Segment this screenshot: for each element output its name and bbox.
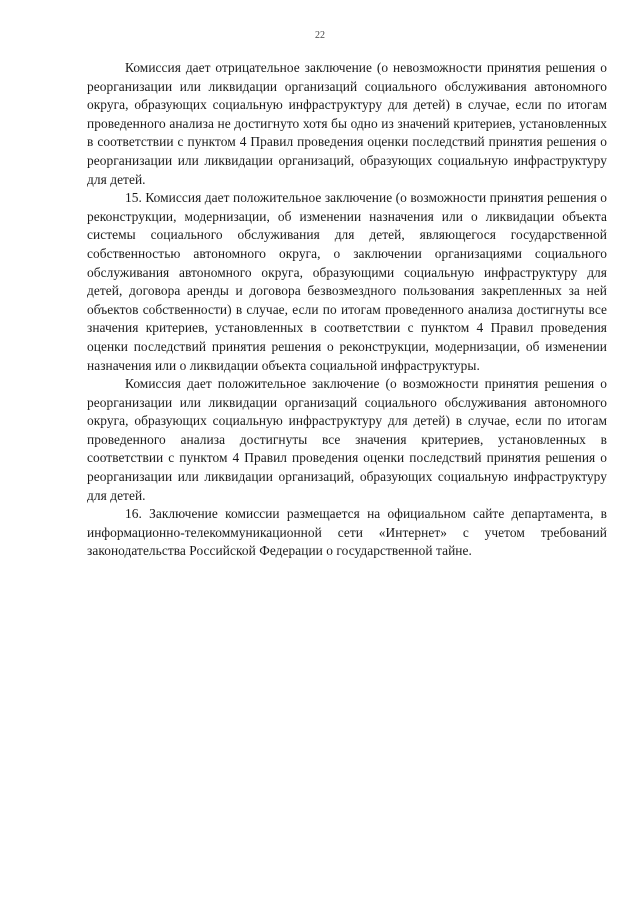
paragraph-item-16: 16. Заключение комиссии размещается на официальном сайте департамента, в информационно-телекоммуникационной сети «Интернет» с учетом требований законодательства Российской Федерации о государственной тайне.: [87, 506, 607, 559]
page-number: 22: [315, 30, 325, 41]
document-body: [87, 59, 607, 561]
paragraph-positive-conclusion: Комиссия дает положительное заключение (о возможности принятия решения о реорганизации или ликвидации организаций социального обслуживания автономного округа, образующих социальную инфраструктуру для детей) в случае, если по итогам проведенного анализа достигнуты все значения критериев, установленных в соответствии с пунктом 4 Правил проведения оценки последствий принятия решения о реорганизации или ликвидации организаций, образующих социальную инфраструктуру для детей.: [87, 376, 607, 503]
paragraph-negative-conclusion: Комиссия дает отрицательное заключение (о невозможности принятия решения о реорганизации или ликвидации организаций социального обслуживания автономного округа, образующих социальную инфраструктуру для детей) в случае, если по итогам проведенного анализа не достигнуто хотя бы одно из значений критериев, установленных в соответствии с пунктом 4 Правил проведения оценки последствий принятия решения о реорганизации или ликвидации организаций, образующих социальную инфраструктуру для детей.: [87, 60, 607, 187]
paragraph-item-15: 15. Комиссия дает положительное заключение (о возможности принятия решения о реконструкции, модернизации, об изменении назначения или о ликвидации объекта системы социального обслуживания для детей, являющегося государственной собственностью автономного округа, о заключении организациями социального обслуживания автономного округа, образующими социальную инфраструктуру для детей, договора аренды и договора безвозмездного пользования закрепленных за ней объектов собственности) в случае, если по итогам проведенного анализа достигнуты все значения критериев, установленных в соответствии с пунктом 4 Правил проведения оценки последствий принятия решения о реконструкции, модернизации, об изменении назначения или о ликвидации объекта социальной инфраструктуры.: [87, 190, 607, 373]
